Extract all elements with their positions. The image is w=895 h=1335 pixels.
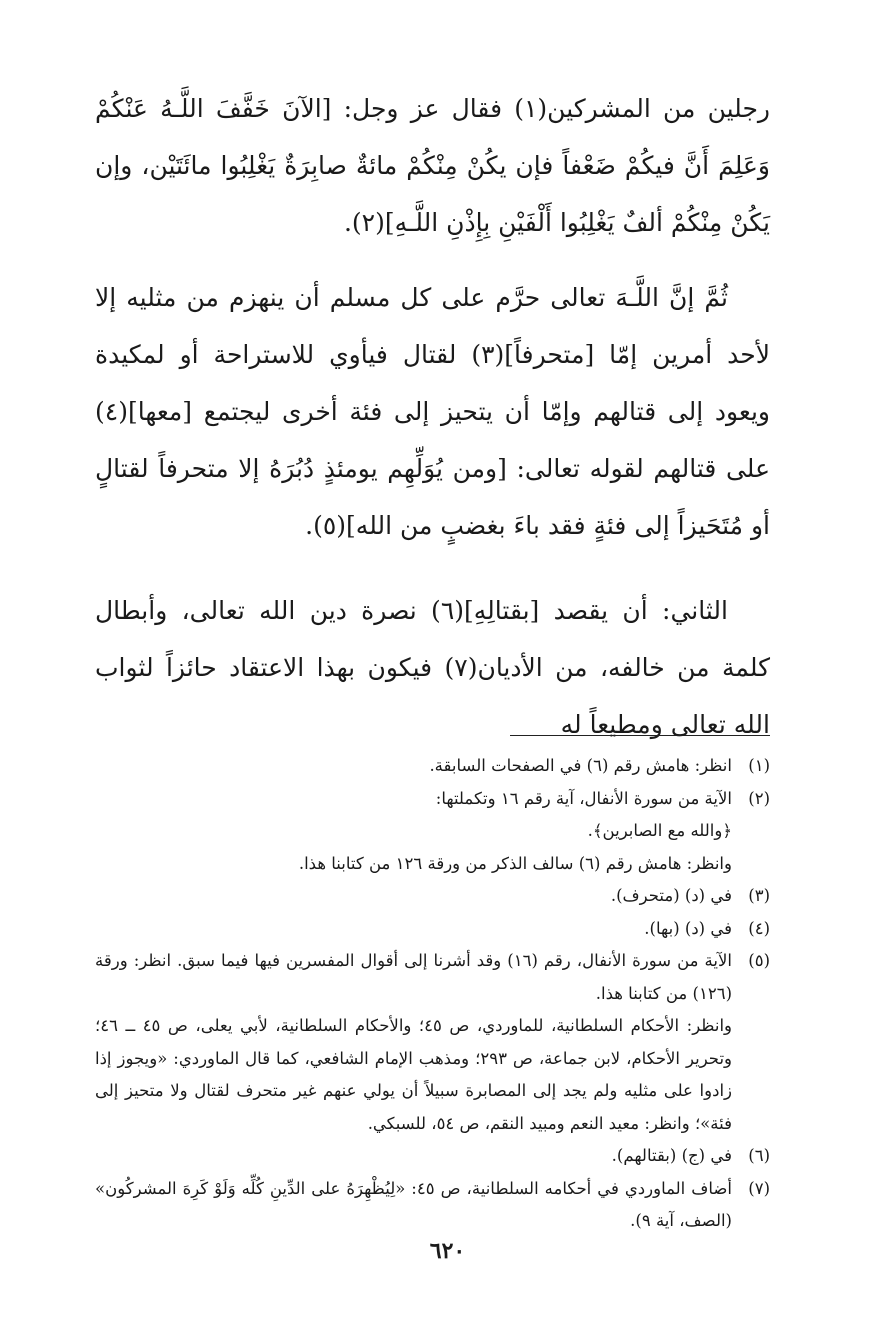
- footnote-2-reference: وانظر: هامش رقم (٦) سالف الذكر من ورقة ١٢٦ من كتابنا هذا.: [298, 853, 732, 873]
- footnote-number: (٣): [748, 886, 770, 905]
- page-number: ٦٢٠: [429, 1238, 466, 1264]
- body-paragraph-2: [95, 269, 770, 554]
- footnote-text: في (د) (بها).: [644, 918, 732, 938]
- footnote-number: (٤): [748, 918, 770, 938]
- footnote-number: (١): [748, 756, 770, 775]
- body-paragraph-3: [95, 582, 770, 753]
- body-paragraph-1: رجلين من المشركين(١) فقال عز وجل: [الآنَ خَفَّفَ اللَّـهُ عَنْكُمْ وَعَلِمَ أَنَّ فيكُمْ ضَعْفاً فإن يكُنْ مِنْكُمْ مائةٌ صابِرَةٌ يَغْلِبُوا مائَتَيْن، وإن يَكُنْ مِنْكُمْ ألفٌ يَغْلِبُوا أَلْفَيْنِ بِإِذْنِ اللَّـهِ](٢).: [95, 94, 770, 237]
- footnote-4: [95, 913, 770, 946]
- footnotes: [95, 750, 770, 1238]
- footnote-text: أضاف الماوردي في أحكامه السلطانية، ص ٤٥: «لِيُظْهِرَهُ على الدِّينِ كُلِّه وَلَوْ كَرِهَ المشركُون» (الصف، آية ٩).: [95, 1178, 732, 1230]
- footnote-text: انظر: هامش رقم (٦) في الصفحات السابقة.: [429, 756, 732, 775]
- footnote-separator: [510, 735, 770, 736]
- footnote-text: الآية من سورة الأنفال، رقم (١٦) وقد أشرنا إلى أقوال المفسرين فيها فيما سبق. انظر: ورقة (١٢٦) من كتابنا هذا.: [95, 951, 732, 1003]
- footnote-number: (٥): [748, 951, 770, 970]
- footnote-6: [95, 1140, 770, 1173]
- document-page: [95, 80, 771, 1230]
- footnote-text: في (ج) (بقتالهم).: [611, 1146, 732, 1165]
- footnote-5: [95, 945, 770, 1010]
- footnote-7: [95, 1173, 770, 1238]
- body-paragraph-2-text: ثُمَّ إنَّ اللَّـهَ تعالى حرَّم على كل مسلم أن ينهزم من مثليه إلا لأحد أمرين إمّا [متحرفاً](٣) لقتال فيأوي للاستراحة أو لمكيدة ويعود إلى قتالهم وإمّا أن يتحيز إلى فئة أخرى ليجتمع [معها](٤) على قتالهم لقوله تعالى: [ومن يُوَلِّهِم يومئذٍ دُبُرَهُ إلا متحرفاً لقتالٍ أو مُتَحَيزاً إلى فئةٍ فقد باءَ بغضبٍ من الله](٥).: [95, 283, 770, 540]
- footnote-5-references: وانظر: الأحكام السلطانية، للماوردي، ص ٤٥؛ والأحكام السلطانية، لأبي يعلى، ص ٤٥ ــ ٤٦؛ وتحرير الأحكام، لابن جماعة، ص ٢٩٣؛ ومذهب الإمام الشافعي، كما قال الماوردي: «ويجوز إذا زادوا على مثليه ولم يجد إلى المصابرة سبيلاً أن يولي عنهم غير متحرف لقتال ولا متحيز إلى فئة»؛ وانظر: معيد النعم ومبيد النقم، ص ٥٤، للسبكي.: [95, 1016, 733, 1133]
- footnote-2: [95, 783, 770, 816]
- footnote-3: [95, 880, 770, 913]
- body-paragraph-3-text: الثاني: أن يقصد [بقتالِهِ](٦) نصرة دين الله تعالى، وأبطال كلمة من خالفه، من الأديان(٧) فيكون بهذا الاعتقاد حائزاً لثواب الله تعالى ومطيعاً له: [95, 596, 771, 739]
- footnote-number: (٧): [748, 1178, 770, 1198]
- footnote-text: في (د) (متحرف).: [610, 886, 732, 905]
- footnote-text: الآية من سورة الأنفال، آية رقم ١٦ وتكملتها:: [435, 788, 732, 808]
- footnote-2-quote: ﴿والله مع الصابرين﴾.: [587, 821, 732, 840]
- footnote-1: [95, 750, 770, 783]
- footnote-number: (٢): [748, 788, 770, 808]
- footnote-number: (٦): [748, 1146, 770, 1165]
